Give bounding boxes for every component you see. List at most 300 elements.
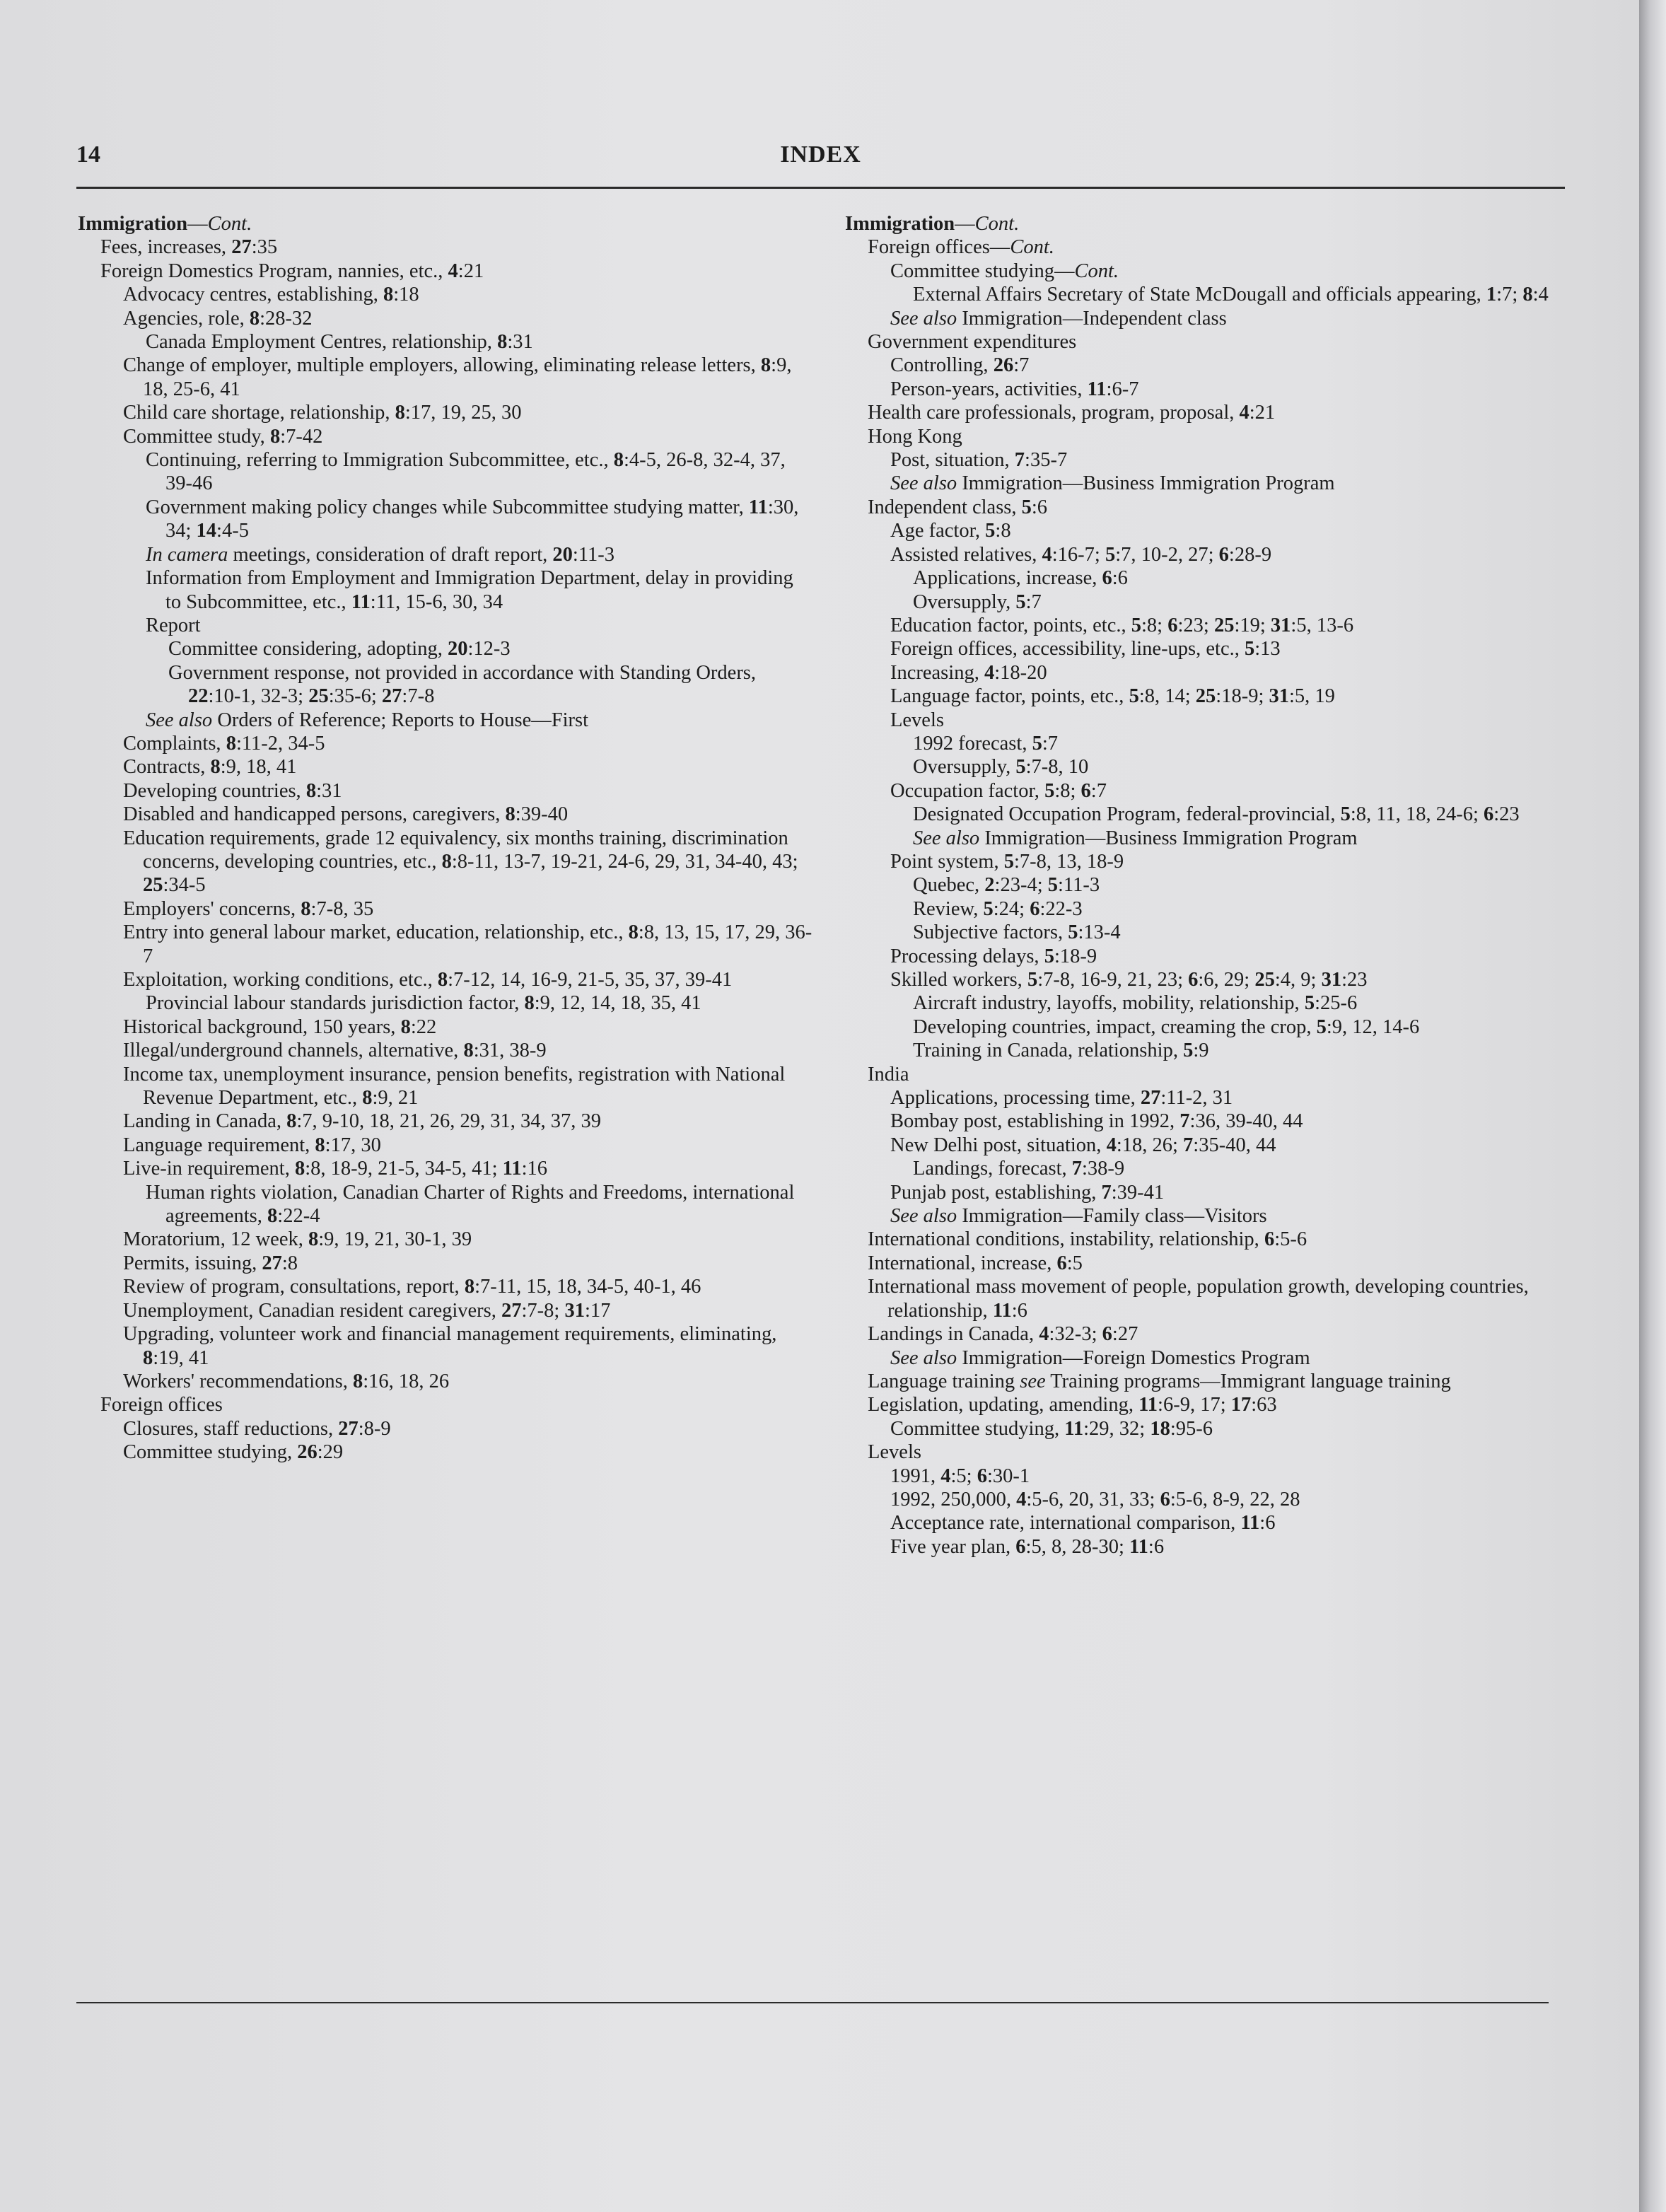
- index-bold-text: 8: [249, 307, 260, 330]
- index-bold-text: 7: [1183, 1134, 1194, 1156]
- index-text: :9, 19, 21, 30-1, 39: [318, 1228, 472, 1251]
- index-text: Fees, increases,: [100, 236, 232, 259]
- index-entry: [845, 945, 1552, 968]
- index-text: Skilled workers,: [890, 969, 1027, 991]
- index-bold-text: 11: [1064, 1417, 1084, 1440]
- index-text: Bombay post, establishing in 1992,: [890, 1110, 1180, 1133]
- index-text: Canada Employment Centres, relationship,: [146, 331, 498, 354]
- index-bold-text: 1: [1486, 284, 1497, 306]
- index-entry: [845, 519, 1552, 542]
- index-bold-text: 14: [196, 520, 217, 542]
- index-entry: [845, 921, 1552, 944]
- index-entry: [78, 1015, 813, 1039]
- index-text: Committee considering, adopting,: [168, 638, 448, 660]
- index-text: :6: [1259, 1512, 1276, 1535]
- index-bold-text: 8: [315, 1134, 325, 1156]
- index-text: :18: [393, 284, 419, 306]
- index-entry: [845, 235, 1552, 259]
- index-text: :29, 32;: [1083, 1417, 1151, 1440]
- index-text: :31: [316, 779, 342, 802]
- index-text: :5, 13-6: [1291, 614, 1354, 636]
- page-header: [76, 139, 1565, 181]
- index-bold-text: 11: [1129, 1535, 1148, 1558]
- index-entry: [845, 354, 1552, 377]
- index-text: :9, 18, 41: [220, 756, 297, 779]
- index-text: Foreign offices—: [868, 236, 1010, 259]
- index-entry: [78, 1275, 813, 1298]
- index-entry: [78, 1322, 813, 1370]
- index-text: :28-9: [1228, 543, 1272, 566]
- index-text: Language training: [868, 1370, 1020, 1392]
- index-bold-text: 31: [1270, 614, 1291, 636]
- index-text: :4: [1532, 284, 1549, 306]
- index-entry: [845, 827, 1552, 850]
- index-bold-text: 5: [1047, 874, 1058, 897]
- index-text: Point system,: [890, 850, 1004, 873]
- index-text: :17, 30: [325, 1134, 381, 1156]
- index-text: :7: [1090, 779, 1107, 802]
- index-text: Information from Employment and Immigration Department, delay in providing to Subcommittee, etc.,: [146, 567, 793, 613]
- index-text: Education factor, points, etc.,: [890, 614, 1131, 636]
- index-text: :8-9: [358, 1417, 391, 1440]
- index-bold-text: 8: [628, 921, 639, 944]
- index-bold-text: 5: [1032, 732, 1042, 755]
- index-text: Designated Occupation Program, federal-provincial,: [913, 803, 1341, 826]
- index-bold-text: 5: [1129, 685, 1139, 708]
- index-entry: [845, 472, 1552, 495]
- index-text: Independent class,: [868, 496, 1022, 518]
- index-text: Committee studying,: [890, 1417, 1065, 1440]
- index-entry: [845, 1228, 1552, 1251]
- index-text: Age factor,: [890, 520, 986, 542]
- index-text: :5-6, 8-9, 22, 28: [1170, 1488, 1300, 1510]
- index-bold-text: 25: [143, 874, 163, 897]
- index-entry: [845, 1465, 1552, 1488]
- index-text: Landing in Canada,: [123, 1110, 287, 1133]
- index-bold-text: 8: [437, 969, 448, 991]
- index-text: Workers' recommendations,: [123, 1370, 353, 1392]
- index-text: External Affairs Secretary of State McDougall and officials appearing,: [913, 284, 1486, 306]
- index-bold-text: 8: [524, 992, 535, 1015]
- index-entry: [78, 543, 813, 566]
- index-bold-text: 8: [352, 1370, 363, 1392]
- index-text: :8, 13, 15, 17, 29, 36-7: [143, 921, 812, 967]
- index-text: Contracts,: [123, 756, 211, 779]
- index-bold-text: 6: [1102, 1323, 1112, 1346]
- index-text: Oversupply,: [913, 756, 1016, 779]
- index-italic-text: Cont.: [974, 213, 1020, 235]
- index-text: Committee study,: [123, 425, 270, 448]
- index-text: Human rights violation, Canadian Charter of Rights and Freedoms, international agreements,: [146, 1181, 795, 1228]
- index-entry: [78, 260, 813, 283]
- index-bold-text: 11: [992, 1299, 1012, 1322]
- index-text: Levels: [890, 709, 944, 731]
- index-bold-text: 5: [1015, 590, 1026, 613]
- index-entry: [78, 307, 813, 330]
- index-text: Historical background, 150 years,: [123, 1015, 401, 1038]
- index-entry: [845, 1157, 1552, 1180]
- index-text: Review,: [913, 897, 984, 920]
- index-entry: [845, 543, 1552, 566]
- index-text: :95-6: [1170, 1417, 1213, 1440]
- index-bold-text: 31: [1321, 969, 1342, 991]
- index-entry: [78, 1370, 813, 1393]
- index-entry: [845, 1393, 1552, 1416]
- index-bold-text: 8: [308, 1228, 319, 1251]
- index-entry: [845, 1252, 1552, 1275]
- index-bold-text: 26: [993, 354, 1014, 377]
- index-entry: [845, 496, 1552, 519]
- index-text: :9, 21: [372, 1087, 419, 1110]
- index-text: :13: [1254, 638, 1281, 660]
- index-bold-text: 27: [338, 1417, 359, 1440]
- index-bold-text: 8: [269, 425, 281, 448]
- index-italic-text: In camera: [146, 543, 228, 566]
- index-bold-text: 4: [1039, 1323, 1049, 1346]
- index-text: Aircraft industry, layoffs, mobility, relationship,: [913, 992, 1305, 1015]
- index-text: :34-5: [163, 874, 206, 897]
- index-text: :17, 19, 25, 30: [404, 402, 522, 424]
- index-entry: [78, 1110, 813, 1133]
- index-text: Increasing,: [890, 661, 984, 684]
- index-bold-text: 6: [1056, 1252, 1067, 1274]
- index-bold-text: 8: [395, 402, 405, 424]
- index-text: Acceptance rate, international comparison,: [890, 1512, 1241, 1535]
- index-text: :31, 38-9: [473, 1040, 547, 1062]
- index-text: :7-8, 10: [1025, 756, 1089, 779]
- index-entry: [845, 1370, 1552, 1393]
- index-text: meetings, consideration of draft report,: [228, 543, 553, 566]
- index-text: Developing countries, impact, creaming the crop,: [913, 1015, 1317, 1038]
- index-entry: [78, 425, 813, 448]
- index-entry: [845, 1086, 1552, 1110]
- index-text: :8: [995, 520, 1011, 542]
- index-text: :16: [521, 1158, 547, 1180]
- index-text: :22-4: [277, 1205, 320, 1228]
- index-text: New Delhi post, situation,: [890, 1134, 1107, 1156]
- index-bold-text: 27: [262, 1252, 282, 1274]
- index-bold-text: 6: [1218, 543, 1229, 566]
- index-text: :11-3: [572, 543, 614, 566]
- index-entry: [845, 1535, 1552, 1559]
- index-bold-text: 8: [286, 1110, 297, 1133]
- index-entry: [845, 330, 1552, 354]
- index-entry: [845, 803, 1552, 826]
- index-bold-text: 5: [1021, 496, 1032, 518]
- index-bold-text: 6: [1030, 897, 1040, 920]
- index-entry: [78, 1181, 813, 1228]
- index-text: Government response, not provided in accordance with Standing Orders,: [168, 661, 757, 684]
- index-bold-text: 8: [400, 1015, 411, 1038]
- index-entry: [845, 590, 1552, 614]
- index-entry: [845, 991, 1552, 1015]
- index-bold-text: 11: [502, 1158, 522, 1180]
- index-italic-text: See also: [890, 472, 957, 495]
- index-entry: [845, 661, 1552, 685]
- index-text: 1992 forecast,: [913, 732, 1032, 755]
- index-text: :35-7: [1025, 449, 1068, 472]
- index-bold-text: 6: [1160, 1488, 1170, 1510]
- index-bold-text: 7: [1014, 449, 1025, 472]
- index-bold-text: 5: [1015, 756, 1026, 779]
- index-entry: [78, 614, 813, 637]
- index-entry: [845, 1110, 1552, 1133]
- index-text: :30-1: [986, 1465, 1030, 1487]
- index-bold-text: 8: [464, 1276, 475, 1298]
- index-bold-text: 5: [1044, 779, 1055, 802]
- index-text: :28-32: [260, 307, 313, 330]
- index-bold-text: 17: [1230, 1394, 1252, 1416]
- index-bold-text: 7: [1179, 1110, 1190, 1133]
- index-entry: [78, 330, 813, 354]
- index-text: Assisted relatives,: [890, 543, 1042, 566]
- index-text: :6, 29;: [1198, 969, 1255, 991]
- index-text: :38-9: [1082, 1158, 1125, 1180]
- index-entry: [78, 921, 813, 968]
- index-bold-text: 8: [463, 1040, 474, 1062]
- index-text: Live-in requirement,: [123, 1158, 295, 1180]
- index-bold-text: 5: [985, 520, 996, 542]
- index-text: Complaints,: [123, 732, 226, 755]
- index-entry: [845, 283, 1552, 306]
- index-text: :35-6;: [328, 685, 382, 708]
- index-bold-text: 5: [1183, 1040, 1194, 1062]
- index-bold-text: 5: [1316, 1015, 1327, 1038]
- index-entry: [845, 378, 1552, 401]
- index-bold-text: 11: [1240, 1512, 1260, 1535]
- index-text: International mass movement of people, population growth, developing countries, relationship,: [868, 1276, 1529, 1322]
- index-text: :8;: [1141, 614, 1168, 636]
- index-bold-text: 4: [1239, 402, 1250, 424]
- index-bold-text: 4: [1042, 543, 1052, 566]
- index-entry: [845, 566, 1552, 590]
- index-bold-text: 20: [447, 638, 468, 660]
- index-text: :11-2, 31: [1160, 1087, 1233, 1110]
- index-text: :29: [317, 1441, 344, 1464]
- index-bold-text: 11: [351, 590, 371, 613]
- index-text: —: [955, 213, 975, 235]
- index-entry: [845, 1322, 1552, 1346]
- index-text: :18-20: [994, 661, 1047, 684]
- index-text: :7;: [1496, 284, 1523, 306]
- index-text: Income tax, unemployment insurance, pension benefits, registration with National Revenue Department, etc.,: [123, 1063, 786, 1110]
- index-entry: [78, 235, 813, 259]
- index-entry: [845, 897, 1552, 921]
- index-text: Applications, processing time,: [890, 1087, 1141, 1110]
- index-italic-text: Cont.: [207, 213, 252, 235]
- index-text: Landings in Canada,: [868, 1323, 1039, 1346]
- index-entry: [845, 1488, 1552, 1511]
- index-entry: [845, 1275, 1552, 1322]
- index-bold-text: 25: [308, 685, 329, 708]
- index-entry: [845, 732, 1552, 755]
- index-text: :7: [1042, 732, 1058, 755]
- index-bold-text: 6: [977, 1465, 987, 1487]
- index-entry: [78, 354, 813, 401]
- index-text: Report: [146, 614, 201, 636]
- index-text: :36, 39-40, 44: [1189, 1110, 1303, 1133]
- index-text: Provincial labour standards jurisdiction factor,: [146, 992, 525, 1015]
- index-bold-text: 8: [760, 354, 771, 377]
- index-text: :9, 18, 25-6, 41: [143, 354, 792, 400]
- index-entry: [78, 1299, 813, 1322]
- index-text: Child care shortage, relationship,: [123, 402, 395, 424]
- index-text: :17: [584, 1299, 611, 1322]
- index-entry: [845, 425, 1552, 448]
- index-text: :30, 34;: [165, 496, 799, 542]
- index-bold-text: 8: [210, 756, 221, 779]
- index-text: Levels: [868, 1441, 921, 1464]
- index-text: :8-11, 13-7, 19-21, 24-6, 29, 31, 34-40, 43;: [451, 850, 798, 873]
- index-text: :18-9: [1054, 945, 1097, 967]
- index-text: :5-6, 20, 31, 33;: [1026, 1488, 1160, 1510]
- index-text: :6: [1011, 1299, 1027, 1322]
- index-bold-text: 31: [1269, 685, 1289, 708]
- index-bold-text: 27: [501, 1299, 522, 1322]
- index-text: Unemployment, Canadian resident caregivers,: [123, 1299, 501, 1322]
- index-entry: [78, 732, 813, 755]
- index-text: Language requirement,: [123, 1134, 315, 1156]
- index-text: :9, 12, 14-6: [1326, 1015, 1420, 1038]
- index-text: :10-1, 32-3;: [208, 685, 309, 708]
- index-entry: [78, 1393, 813, 1416]
- index-text: Hong Kong: [868, 425, 962, 448]
- index-text: Punjab post, establishing,: [890, 1181, 1102, 1204]
- index-bold-text: 6: [1167, 614, 1178, 636]
- index-bold-text: 5: [1044, 945, 1054, 967]
- index-bold-text: 11: [1138, 1394, 1158, 1416]
- index-entry: [845, 779, 1552, 803]
- index-bold-text: 5: [1304, 992, 1315, 1015]
- index-text: Five year plan,: [890, 1535, 1016, 1558]
- index-italic-text: See also: [913, 827, 980, 849]
- index-italic-text: See also: [890, 307, 957, 330]
- index-bold-text: 8: [1522, 284, 1533, 306]
- index-text: Immigration—Business Immigration Program: [957, 472, 1335, 495]
- index-text: :7, 9-10, 18, 21, 26, 29, 31, 34, 37, 39: [296, 1110, 602, 1133]
- index-bold-text: 7: [1101, 1181, 1112, 1204]
- index-entry: [78, 1228, 813, 1251]
- index-bold-text: 26: [297, 1441, 318, 1464]
- index-text: Processing delays,: [890, 945, 1044, 967]
- index-bold-text: 18: [1150, 1417, 1170, 1440]
- index-text: 1992, 250,000,: [890, 1488, 1017, 1510]
- index-text: Change of employer, multiple employers, allowing, eliminating release letters,: [123, 354, 761, 377]
- index-text: Controlling,: [890, 354, 994, 377]
- index-entry: [78, 1252, 813, 1275]
- index-bold-text: 5: [1003, 850, 1014, 873]
- index-text: Education requirements, grade 12 equivalency, six months training, discrimination concerns, developing countries, etc.,: [123, 827, 788, 873]
- index-text: :22: [410, 1015, 437, 1038]
- index-text: Language factor, points, etc.,: [890, 685, 1129, 708]
- index-bold-text: 7: [1071, 1158, 1083, 1180]
- index-text: Committee studying—: [890, 260, 1075, 282]
- index-text: :9: [1193, 1040, 1209, 1062]
- index-entry: [845, 401, 1552, 424]
- index-text: Exploitation, working conditions, etc.,: [123, 969, 438, 991]
- index-text: Subjective factors,: [913, 921, 1068, 944]
- index-entry: [78, 709, 813, 732]
- index-entry: [78, 448, 813, 496]
- index-text: :7-8;: [521, 1299, 565, 1322]
- index-bold-text: 8: [301, 897, 311, 920]
- index-text: :7-8, 35: [310, 897, 374, 920]
- index-text: :8, 14;: [1138, 685, 1196, 708]
- index-entry: [78, 661, 813, 709]
- index-text: Moratorium, 12 week,: [123, 1228, 308, 1251]
- index-text: Review of program, consultations, report,: [123, 1276, 465, 1298]
- running-head-title: INDEX: [780, 141, 861, 168]
- index-text: :11, 15-6, 30, 34: [370, 590, 503, 613]
- index-italic-text: see: [1020, 1370, 1046, 1392]
- index-italic-text: Cont.: [1010, 236, 1054, 259]
- index-text: :12-3: [467, 638, 511, 660]
- index-bold-text: 25: [1195, 685, 1216, 708]
- index-bold-text: 8: [267, 1205, 278, 1228]
- index-entry: [845, 685, 1552, 708]
- index-bold-text: 6: [1264, 1228, 1275, 1251]
- index-entry: [845, 850, 1552, 873]
- index-text: Training in Canada, relationship,: [913, 1040, 1184, 1062]
- index-text: Landings, forecast,: [913, 1158, 1072, 1180]
- index-entry: [78, 1440, 813, 1464]
- index-bold-text: 6: [1080, 779, 1091, 802]
- index-text: Post, situation,: [890, 449, 1015, 472]
- index-text: :7-42: [280, 425, 323, 448]
- index-italic-text: Cont.: [1074, 260, 1119, 282]
- index-bold-text: 25: [1213, 614, 1235, 636]
- index-text: :39-40: [515, 803, 569, 826]
- index-bold-text: 6: [1484, 803, 1494, 826]
- index-entry: [845, 307, 1552, 330]
- index-bold-text: 8: [497, 331, 508, 354]
- index-text: :7-11, 15, 18, 34-5, 40-1, 46: [474, 1276, 701, 1298]
- index-column-left: [78, 212, 813, 1465]
- index-text: :32-3;: [1049, 1323, 1102, 1346]
- index-text: :11-2, 34-5: [235, 732, 325, 755]
- index-bold-text: 4: [448, 260, 458, 282]
- index-bold-text: 8: [226, 732, 236, 755]
- index-entry: [78, 968, 813, 991]
- index-bold-text: Immigration: [78, 213, 188, 235]
- index-entry: [845, 260, 1552, 283]
- index-bold-text: 25: [1254, 969, 1275, 991]
- index-text: Person-years, activities,: [890, 378, 1088, 400]
- index-text: :23;: [1177, 614, 1214, 636]
- index-text: :7, 10-2, 27;: [1115, 543, 1219, 566]
- index-text: :63: [1251, 1394, 1277, 1416]
- index-entry: [845, 1134, 1552, 1157]
- index-text: :8;: [1054, 779, 1081, 802]
- index-entry: [845, 212, 1552, 235]
- index-text: Foreign offices, accessibility, line-ups, etc.,: [890, 638, 1245, 660]
- index-text: :16, 18, 26: [363, 1370, 450, 1392]
- index-entry: [78, 1157, 813, 1180]
- index-text: Health care professionals, program, proposal,: [868, 402, 1240, 424]
- index-text: :19, 41: [153, 1346, 209, 1369]
- index-text: Orders of Reference; Reports to House—First: [212, 709, 589, 731]
- index-text: 1991,: [890, 1465, 941, 1487]
- index-entry: [78, 283, 813, 306]
- index-bold-text: 5: [1068, 921, 1078, 944]
- index-entry: [845, 637, 1552, 660]
- index-entry: [845, 1039, 1552, 1062]
- index-entry: [845, 1417, 1552, 1440]
- index-text: :35: [251, 236, 278, 259]
- index-text: Developing countries,: [123, 779, 306, 802]
- index-text: :5, 8, 28-30;: [1025, 1535, 1129, 1558]
- index-bold-text: 27: [231, 236, 252, 259]
